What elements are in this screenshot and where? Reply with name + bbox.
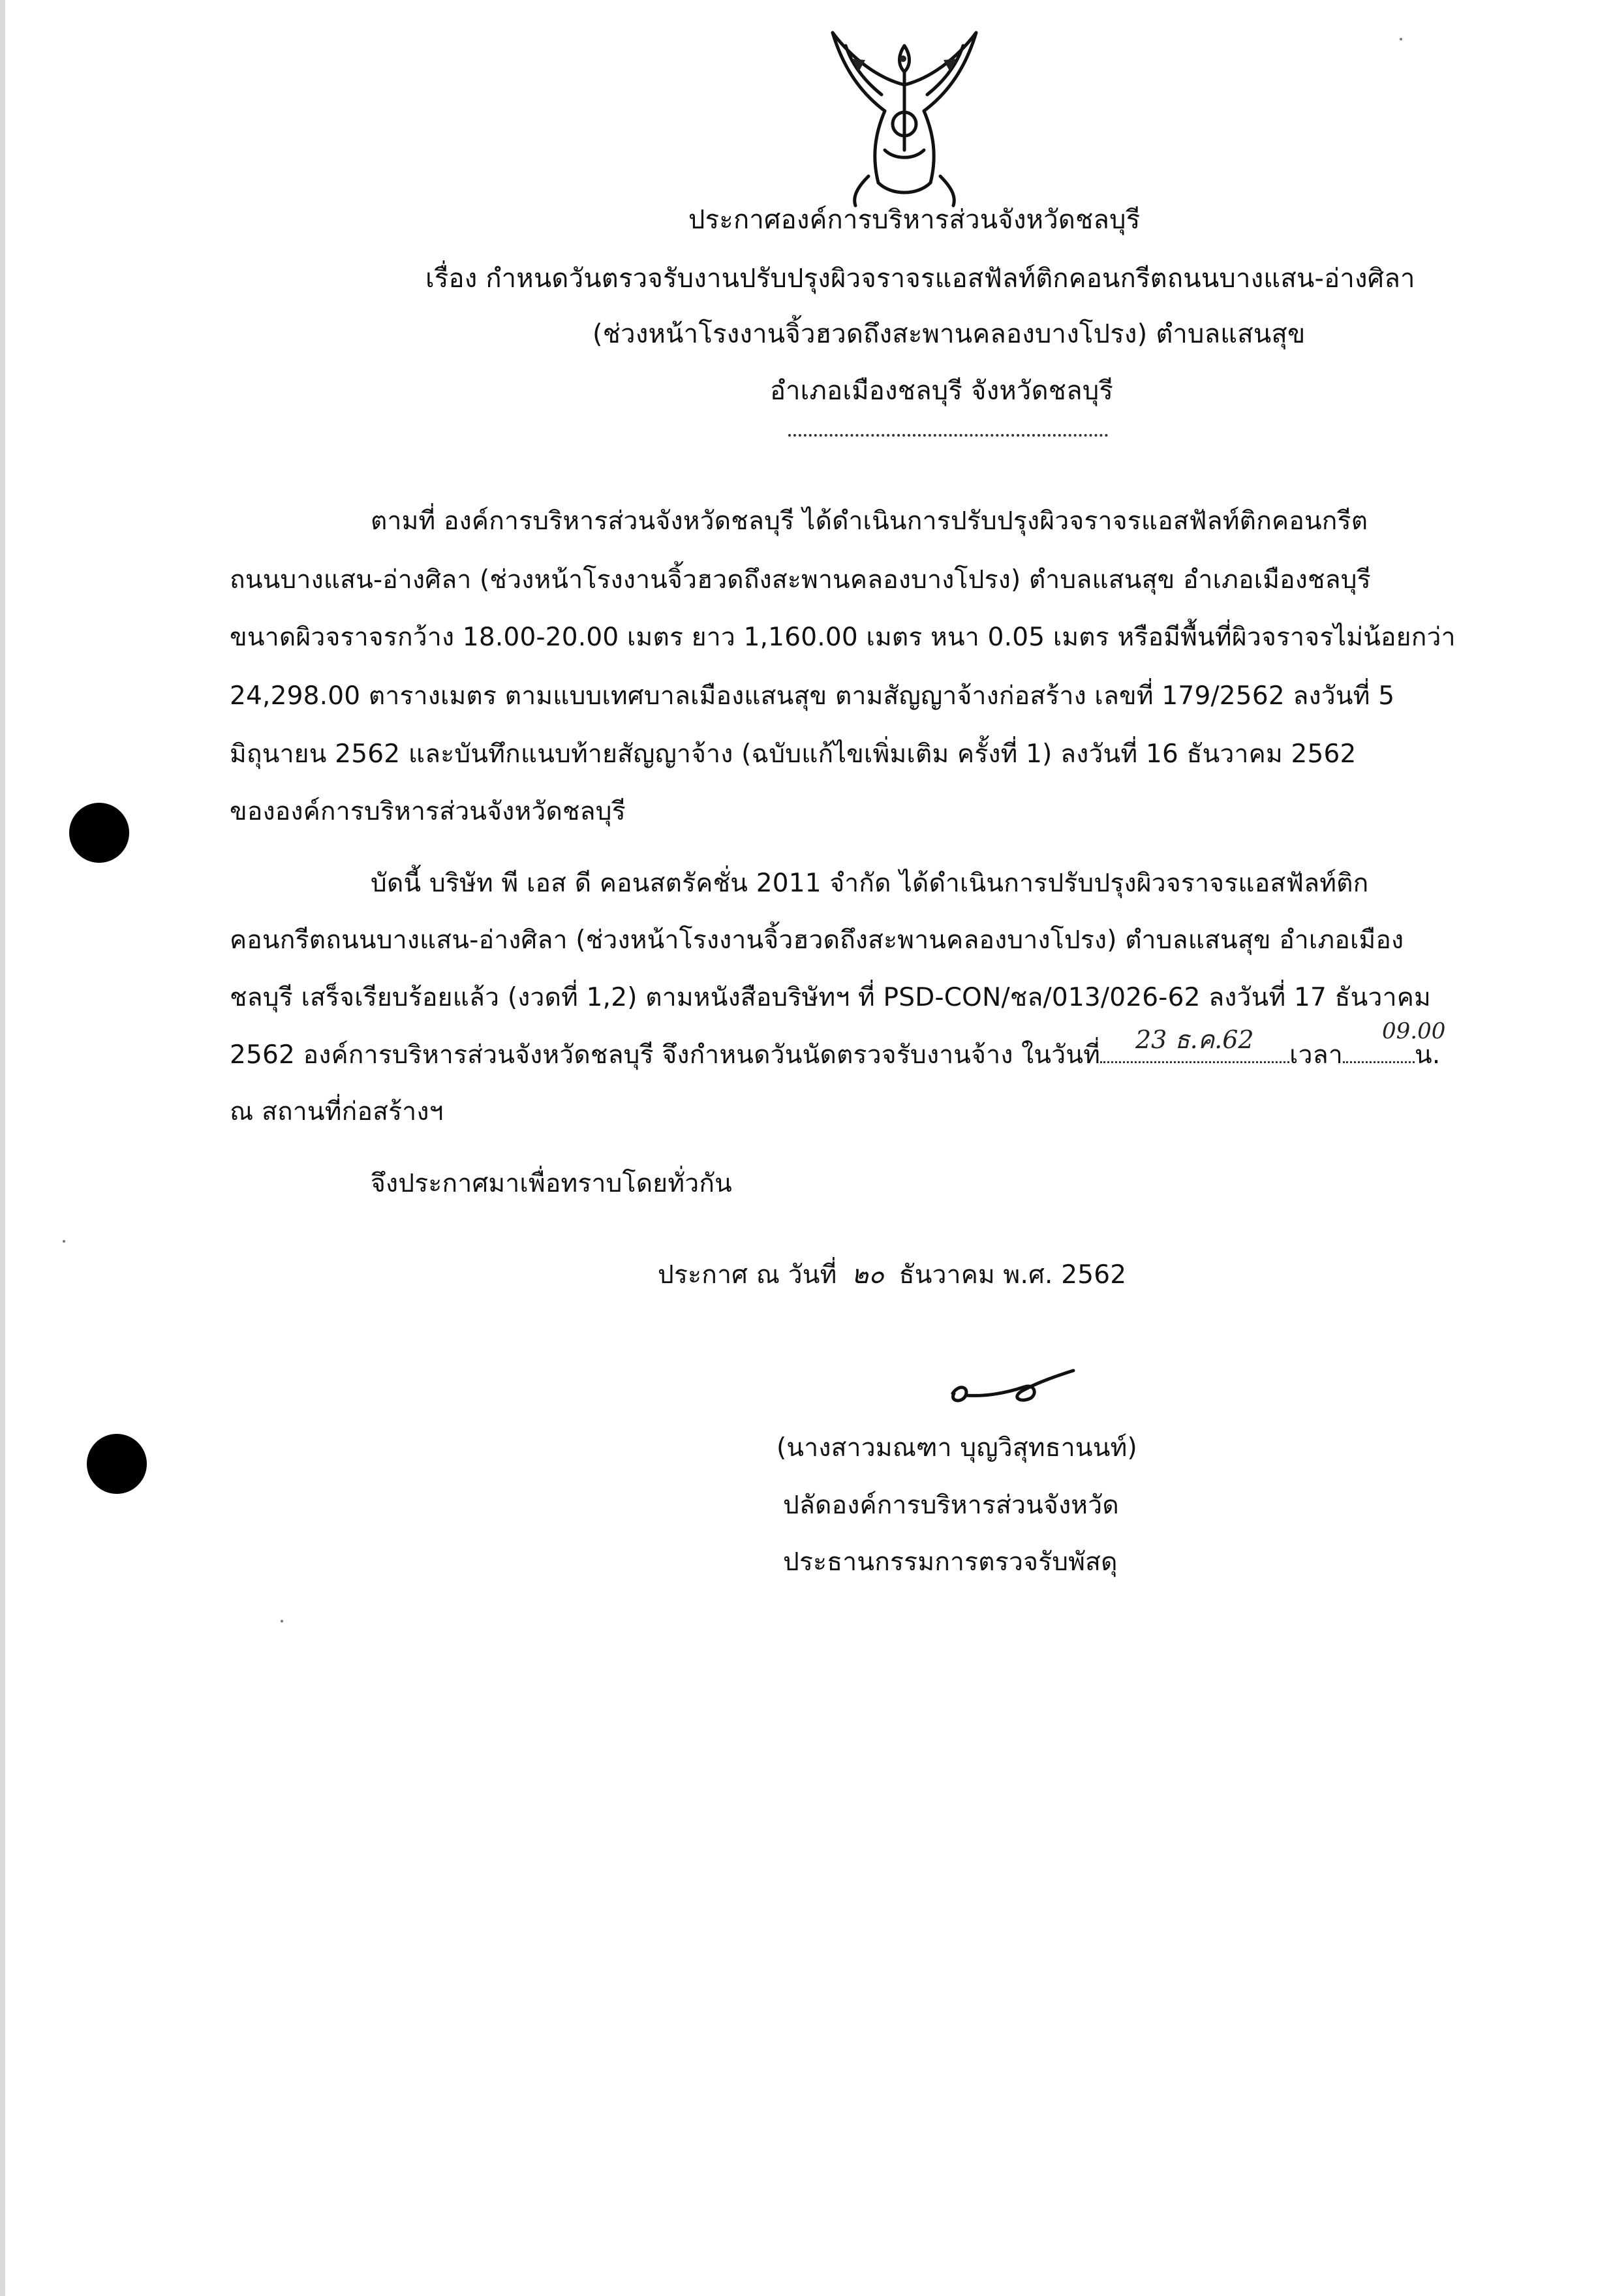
scan-speck xyxy=(63,1240,65,1243)
paragraph2-line-5: ณ สถานที่ก่อสร้างฯ xyxy=(230,1097,444,1126)
paragraph1-line: ขององค์การบริหารส่วนจังหวัดชลบุรี xyxy=(230,797,626,826)
signer-position-1: ปลัดองค์การบริหารส่วนจังหวัด xyxy=(783,1491,1119,1520)
paragraph1-line: 24,298.00 ตารางเมตร ตามแบบเทศบาลเมืองแสนสุข ตามสัญญาจ้างก่อสร้าง เลขที่ 179/2562 ลงวันที่ 5 xyxy=(230,681,1395,711)
announce-date-line xyxy=(658,1256,1126,1294)
punch-hole-bottom xyxy=(87,1434,147,1494)
subject-line-2: (ช่วงหน้าโรงงานจิ้วฮวดถึงสะพานคลองบางโปรง) ตำบลแสนสุข xyxy=(592,319,1306,349)
subject-line-1: เรื่อง กำหนดวันตรวจรับงานปรับปรุงผิวจราจรแอสฟัลท์ติกคอนกรีตถนนบางแสน-อ่างศิลา xyxy=(425,264,1415,294)
time-label: เวลา xyxy=(1289,1040,1343,1070)
scan-speck xyxy=(281,1620,283,1622)
garuda-emblem-icon xyxy=(806,20,1002,215)
scan-speck xyxy=(1400,38,1402,40)
announce-date-suffix: ธันวาคม พ.ศ. 2562 xyxy=(899,1260,1127,1290)
announcement-title: ประกาศองค์การบริหารส่วนจังหวัดชลบุรี xyxy=(688,205,1141,235)
time-suffix: น. xyxy=(1414,1040,1441,1070)
handwritten-date: 23 ธ.ค.62 xyxy=(1135,1025,1254,1054)
paragraph1-line: ขนาดผิวจราจรกว้าง 18.00-20.00 เมตร ยาว 1,160.00 เมตร หนา 0.05 เมตร หรือมีพื้นที่ผิวจราจรไม่น้อยกว่า xyxy=(230,623,1456,652)
handwritten-time: 09.00 xyxy=(1382,1018,1446,1044)
subject-line-3: อำเภอเมืองชลบุรี จังหวัดชลบุรี xyxy=(770,376,1114,406)
closing-statement: จึงประกาศมาเพื่อทราบโดยทั่วกัน xyxy=(371,1169,732,1198)
scan-page-edge xyxy=(0,0,5,2296)
punch-hole-top xyxy=(69,803,129,863)
signer-name: (นางสาวมณฑา บุญวิสุทธานนท์) xyxy=(776,1433,1137,1463)
paragraph2-line4-prefix: 2562 องค์การบริหารส่วนจังหวัดชลบุรี จึงกำหนดวันนัดตรวจรับงานจ้าง ในวันที่ xyxy=(230,1040,1101,1070)
signer-position-2: ประธานกรรมการตรวจรับพัสดุ xyxy=(783,1547,1118,1577)
paragraph1-line: ถนนบางแสน-อ่างศิลา (ช่วงหน้าโรงงานจิ้วฮวดถึงสะพานคลองบางโปรง) ตำบลแสนสุข อำเภอเมืองชลบุรี xyxy=(230,565,1371,595)
handwritten-day: ๒๐ xyxy=(852,1260,885,1290)
paragraph1-line: ตามที่ องค์การบริหารส่วนจังหวัดชลบุรี ได้ดำเนินการปรับปรุงผิวจราจรแอสฟัลท์ติกคอนกรีต xyxy=(371,506,1368,536)
header-divider xyxy=(788,434,1108,437)
paragraph1-line: มิถุนายน 2562 และบันทึกแนบท้ายสัญญาจ้าง (ฉบับแก้ไขเพิ่มเติม ครั้งที่ 1) ลงวันที่ 16 ธันวาคม 2562 xyxy=(230,739,1357,769)
paragraph2-line: คอนกรีตถนนบางแสน-อ่างศิลา (ช่วงหน้าโรงงานจิ้วฮวดถึงสะพานคลองบางโปรง) ตำบลแสนสุข อำเภอเมือง xyxy=(230,925,1404,955)
time-blank xyxy=(1343,1055,1415,1063)
announce-date-prefix: ประกาศ ณ วันที่ xyxy=(658,1260,837,1290)
handwritten-signature xyxy=(940,1357,1077,1416)
paragraph2-line: ชลบุรี เสร็จเรียบร้อยแล้ว (งวดที่ 1,2) ตามหนังสือบริษัทฯ ที่ PSD-CON/ชล/013/026-62 ลงวันที่ 17 ธันวาคม xyxy=(230,983,1431,1012)
paragraph2-line: บัดนี้ บริษัท พี เอส ดี คอนสตรัคชั่น 2011 จำกัด ได้ดำเนินการปรับปรุงผิวจราจรแอสฟัลท์ติก xyxy=(371,869,1369,898)
paragraph2-line-4 xyxy=(230,1036,1440,1074)
